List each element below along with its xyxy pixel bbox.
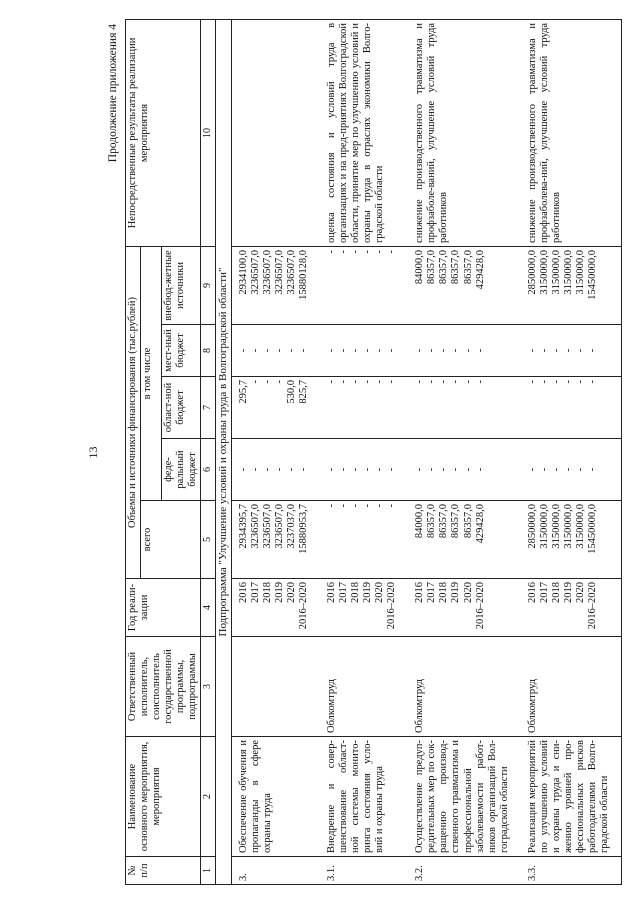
- financing-table: [125, 19, 622, 885]
- regional-list: [521, 377, 622, 439]
- federal-list-value: -: [462, 467, 474, 472]
- executor: [231, 637, 320, 737]
- local-list-value: -: [587, 348, 599, 353]
- regional-list-value: -: [462, 380, 474, 384]
- activity-name: Обеспечение обучения и пропаганды в сфере охраны труда: [231, 737, 320, 857]
- federal-list-value: -: [362, 467, 374, 472]
- extrabudget-list-value: 3236507,0: [285, 249, 297, 295]
- year-list-value: 2018: [550, 582, 562, 603]
- local-list-value: -: [450, 348, 462, 353]
- regional-list-value: -: [374, 380, 386, 384]
- regional-list-value: -: [438, 380, 450, 384]
- extrabudget-list: [521, 246, 622, 324]
- total-list-value: 84000,0: [414, 504, 426, 539]
- extrabudget-list-value: 15450000,0: [587, 249, 599, 300]
- federal-list: [521, 439, 622, 501]
- column-number: 7: [201, 377, 216, 439]
- local-list-value: -: [261, 348, 273, 353]
- federal-list-value: -: [474, 467, 486, 472]
- extrabudget-list-value: 3150000,0: [550, 249, 562, 295]
- extrabudget-list-value: -: [350, 249, 362, 254]
- federal-list: [408, 439, 521, 501]
- result-text: снижение производственного травматизма и профзаболева-ний, улучшение условий труда работников: [521, 19, 622, 246]
- regional-list-value: -: [426, 380, 438, 384]
- column-number: 8: [201, 325, 216, 377]
- total-list-value: 3236507,0: [261, 504, 273, 549]
- regional-list-value: 825,7: [297, 380, 309, 404]
- extrabudget-list-value: 86357,0: [438, 249, 450, 285]
- column-number-row: [201, 19, 216, 884]
- regional-list-value: -: [526, 380, 538, 384]
- federal-list-value: -: [237, 467, 249, 472]
- federal-list-value: -: [249, 467, 261, 472]
- table-row: [320, 19, 408, 884]
- local-list-value: -: [386, 348, 398, 353]
- federal-list-value: -: [325, 467, 337, 472]
- total-list-value: 3150000,0: [575, 504, 587, 549]
- header-federal: феде-ральный бюджет: [162, 439, 201, 501]
- total-list-value: 3236507,0: [273, 504, 285, 549]
- federal-list-value: -: [575, 467, 587, 472]
- year-list-value: 2016: [526, 582, 538, 603]
- total-list-value: 86357,0: [462, 504, 474, 539]
- row-number: 3.2.: [408, 857, 521, 885]
- regional-list-value: -: [337, 380, 349, 384]
- regional-list-value: -: [325, 380, 337, 384]
- regional-list-value: -: [350, 380, 362, 384]
- total-list-value: 3150000,0: [550, 504, 562, 549]
- local-list-value: -: [462, 348, 474, 353]
- federal-list: [320, 439, 408, 501]
- table-row: [521, 19, 622, 884]
- extrabudget-list-value: 86357,0: [426, 249, 438, 285]
- extrabudget-list-value: 84000,0: [414, 249, 426, 285]
- extrabudget-list-value: -: [362, 249, 374, 254]
- federal-list-value: -: [550, 467, 562, 472]
- regional-list: [231, 377, 320, 439]
- year-list-value: 2017: [249, 582, 261, 603]
- local-list-value: -: [474, 348, 486, 353]
- extrabudget-list-value: 2850000,0: [526, 249, 538, 295]
- total-list-value: -: [374, 504, 386, 508]
- local-list-value: -: [273, 348, 285, 353]
- regional-list-value: -: [273, 380, 285, 384]
- total-list-value: 2934395,7: [237, 504, 249, 549]
- federal-list-value: -: [285, 467, 297, 472]
- extrabudget-list-value: -: [386, 249, 398, 254]
- column-number: 4: [201, 579, 216, 637]
- local-list-value: -: [562, 348, 574, 353]
- regional-list-value: -: [550, 380, 562, 384]
- local-list-value: -: [362, 348, 374, 353]
- local-list: [231, 325, 320, 377]
- executor: Облкомтруд: [521, 637, 622, 737]
- column-number: 6: [201, 439, 216, 501]
- extrabudget-list: [231, 246, 320, 324]
- year-list-value: 2017: [426, 582, 438, 603]
- federal-list-value: -: [374, 467, 386, 472]
- document-page: [85, 20, 625, 885]
- column-number: 10: [201, 19, 216, 246]
- federal-list-value: -: [438, 467, 450, 472]
- total-list-value: -: [386, 504, 398, 508]
- local-list-value: -: [297, 348, 309, 353]
- row-number: 3.3.: [521, 857, 622, 885]
- federal-list-value: -: [562, 467, 574, 472]
- regional-list: [408, 377, 521, 439]
- local-list-value: -: [350, 348, 362, 353]
- local-list-value: -: [526, 348, 538, 353]
- regional-list-value: -: [538, 380, 550, 384]
- federal-list-value: -: [587, 467, 599, 472]
- federal-list-value: -: [386, 467, 398, 472]
- extrabudget-list-value: 3236507,0: [273, 249, 285, 295]
- header-local: мест-ный бюджет: [162, 325, 201, 377]
- activity-name: Внедрение и совер-шенствование област-ной системы монито-ринга состояния усло-вий и охраны труда: [320, 737, 408, 857]
- total-list-value: 2850000,0: [526, 504, 538, 549]
- year-list: [521, 579, 622, 637]
- year-list-value: 2016: [237, 582, 249, 603]
- total-list-value: 429428,0: [474, 504, 486, 544]
- header-name: Наименование основного мероприятия, мероприятия: [126, 737, 201, 857]
- regional-list-value: -: [450, 380, 462, 384]
- year-list-value: 2018: [350, 582, 362, 603]
- page-number: 13: [86, 446, 100, 459]
- local-list-value: -: [414, 348, 426, 353]
- regional-list-value: -: [414, 380, 426, 384]
- total-list: [408, 501, 521, 579]
- total-list-value: 3236507,0: [249, 504, 261, 549]
- extrabudget-list-value: -: [374, 249, 386, 254]
- result-text: оценка состояния и условий труда в организациях и на пред-приятиях Волгоградской области, принятие мер по улучшению условий и охраны труда в отраслях экономики Волго-градской области: [320, 19, 408, 246]
- activity-name: Реализация мероприятий по улучшению условий и охраны труда и сни-жению уровней про-фессиональных рисков работодателями Волго-градской области: [521, 737, 622, 857]
- row-number: 3.: [231, 857, 320, 885]
- executor: Облкомтруд: [320, 637, 408, 737]
- extrabudget-list-value: 15880128,0: [297, 249, 309, 300]
- local-list-value: -: [538, 348, 550, 353]
- header-executor: Ответственный исполнитель, соисполнитель государственной программы, подпрограммы: [126, 637, 201, 737]
- regional-list-value: -: [249, 380, 261, 384]
- local-list-value: -: [550, 348, 562, 353]
- year-list-value: 2017: [538, 582, 550, 603]
- regional-list-value: -: [362, 380, 374, 384]
- extrabudget-list-value: 86357,0: [450, 249, 462, 285]
- federal-list-value: -: [414, 467, 426, 472]
- local-list: [408, 325, 521, 377]
- year-list-value: 2016–2020: [386, 582, 398, 630]
- result-text: снижение производственного травматизма и профзаболе-ваний, улучшение условий труда работников: [408, 19, 521, 246]
- total-list: [521, 501, 622, 579]
- executor: Облкомтруд: [408, 637, 521, 737]
- year-list: [231, 579, 320, 637]
- appendix-note: Продолжение приложения 4: [107, 24, 119, 163]
- column-number: 1: [201, 857, 216, 885]
- regional-list-value: -: [587, 380, 599, 384]
- regional-list-value: 530,0: [285, 380, 297, 404]
- extrabudget-list-value: 3150000,0: [562, 249, 574, 295]
- year-list-value: 2019: [362, 582, 374, 603]
- header-regional: област-ной бюджет: [162, 377, 201, 439]
- header-total: всего: [141, 501, 201, 579]
- local-list-value: -: [438, 348, 450, 353]
- year-list-value: 2019: [562, 582, 574, 603]
- header-financing: Объемы и источники финансирования (тыс.рублей): [126, 246, 141, 578]
- local-list: [320, 325, 408, 377]
- local-list-value: -: [285, 348, 297, 353]
- result-text: [231, 19, 320, 246]
- year-list-value: 2020: [575, 582, 587, 603]
- local-list-value: -: [337, 348, 349, 353]
- year-list-value: 2016–2020: [474, 582, 486, 630]
- regional-list-value: -: [575, 380, 587, 384]
- column-number: 9: [201, 246, 216, 324]
- total-list-value: 3150000,0: [562, 504, 574, 549]
- local-list-value: -: [374, 348, 386, 353]
- extrabudget-list-value: -: [325, 249, 337, 254]
- local-list: [521, 325, 622, 377]
- extrabudget-list-value: 3150000,0: [538, 249, 550, 295]
- federal-list-value: -: [538, 467, 550, 472]
- year-list-value: 2020: [462, 582, 474, 603]
- column-number: 5: [201, 501, 216, 579]
- year-list-value: 2020: [285, 582, 297, 603]
- federal-list-value: -: [297, 467, 309, 472]
- regional-list-value: 295,7: [237, 380, 249, 404]
- local-list-value: -: [325, 348, 337, 353]
- extrabudget-list-value: 429428,0: [474, 249, 486, 290]
- extrabudget-list-value: 86357,0: [462, 249, 474, 285]
- total-list-value: 86357,0: [426, 504, 438, 539]
- activity-name: Осуществление предуп-редительных мер по сок-ращению производ-ственного травматизма и профессиональной заболеваемости работ-ников организаций Вол-гоградской области: [408, 737, 521, 857]
- year-list: [320, 579, 408, 637]
- year-list-value: 2016–2020: [297, 582, 309, 630]
- year-list-value: 2016: [325, 582, 337, 603]
- total-list-value: 15450000,0: [587, 504, 599, 554]
- local-list-value: -: [249, 348, 261, 353]
- total-list-value: 3150000,0: [538, 504, 550, 549]
- local-list-value: -: [575, 348, 587, 353]
- local-list-value: -: [237, 348, 249, 353]
- extrabudget-list: [320, 246, 408, 324]
- total-list-value: 3237037,0: [285, 504, 297, 549]
- total-list: [320, 501, 408, 579]
- federal-list-value: -: [350, 467, 362, 472]
- federal-list-value: -: [450, 467, 462, 472]
- header-including: в том числе: [141, 246, 162, 500]
- local-list-value: -: [426, 348, 438, 353]
- extrabudget-list-value: 3236507,0: [249, 249, 261, 295]
- year-list-value: 2016: [414, 582, 426, 603]
- table-row: [231, 19, 320, 884]
- federal-list-value: -: [261, 467, 273, 472]
- row-number: 3.1.: [320, 857, 408, 885]
- extrabudget-list-value: -: [337, 249, 349, 254]
- extrabudget-list: [408, 246, 521, 324]
- year-list-value: 2016–2020: [587, 582, 599, 630]
- federal-list-value: -: [273, 467, 285, 472]
- extrabudget-list-value: 2934100,0: [237, 249, 249, 295]
- year-list-value: 2020: [374, 582, 386, 603]
- year-list-value: 2019: [450, 582, 462, 603]
- federal-list-value: -: [337, 467, 349, 472]
- regional-list-value: -: [562, 380, 574, 384]
- federal-list: [231, 439, 320, 501]
- extrabudget-list-value: 3236507,0: [261, 249, 273, 295]
- total-list-value: 86357,0: [438, 504, 450, 539]
- federal-list-value: -: [426, 467, 438, 472]
- header-year: Год реали-зации: [126, 579, 201, 637]
- regional-list-value: -: [261, 380, 273, 384]
- regional-list-value: -: [474, 380, 486, 384]
- subprogram-row: [215, 19, 231, 884]
- year-list-value: 2019: [273, 582, 285, 603]
- total-list-value: -: [362, 504, 374, 508]
- header-number: № п/п: [126, 857, 201, 885]
- subprogram-title: Подпрограмма "Улучшение условий и охраны труда в Волгоградской области": [215, 19, 231, 884]
- total-list-value: -: [337, 504, 349, 508]
- regional-list: [320, 377, 408, 439]
- total-list-value: -: [325, 504, 337, 508]
- regional-list-value: -: [386, 380, 398, 384]
- year-list: [408, 579, 521, 637]
- total-list: [231, 501, 320, 579]
- column-number: 2: [201, 737, 216, 857]
- total-list-value: 15880953,7: [297, 504, 309, 554]
- column-number: 3: [201, 637, 216, 737]
- header-extrabudget: внебюд-жетные источники: [162, 246, 201, 324]
- year-list-value: 2017: [337, 582, 349, 603]
- extrabudget-list-value: 3150000,0: [575, 249, 587, 295]
- total-list-value: 86357,0: [450, 504, 462, 539]
- table-row: [408, 19, 521, 884]
- year-list-value: 2018: [438, 582, 450, 603]
- header-results: Непосредственные результаты реализации мероприятия: [126, 19, 201, 246]
- total-list-value: -: [350, 504, 362, 508]
- year-list-value: 2018: [261, 582, 273, 603]
- federal-list-value: -: [526, 467, 538, 472]
